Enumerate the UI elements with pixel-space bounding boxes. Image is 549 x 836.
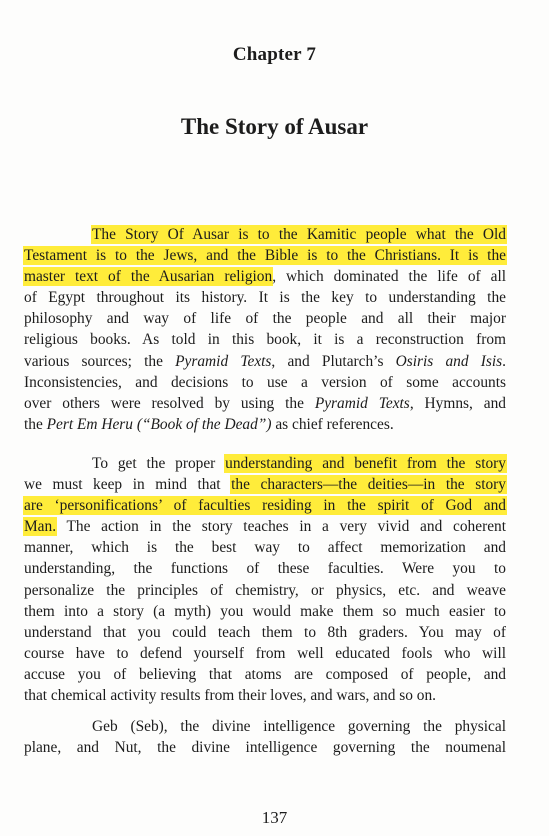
text-span: as chief references. xyxy=(271,415,394,433)
paragraph-1-line-5: philosophy and way of life of the people and all their major xyxy=(24,310,506,328)
highlighted-text: are ‘personifications’ of faculties residing in the spirit of God and xyxy=(24,497,506,515)
paragraph-1-line-8: Inconsistencies, and decisions to use a version of some accounts xyxy=(24,373,506,391)
text-span: over others were resolved by using the xyxy=(24,394,315,412)
paragraph-3-line-1: Geb (Seb), the divine intelligence governing the physical xyxy=(92,718,506,735)
paragraph-2-line-5: manner, which is the best way to affect memorization and xyxy=(24,539,506,557)
paragraph-1-line-9 xyxy=(24,393,506,414)
italic-title-pyramid-texts: Pyramid Texts xyxy=(175,352,272,370)
paragraph-2-line-1 xyxy=(24,453,506,474)
paragraph-2-line-12: that chemical activity results from their loves, and wars, and so on. xyxy=(24,687,437,705)
highlighted-text: Testament is to the Jews, and the Bible is to the Christians. It is the xyxy=(24,247,506,265)
paragraph-2 xyxy=(24,453,506,706)
paragraph-3 xyxy=(24,716,506,758)
italic-title-pyramid-texts: Pyramid Texts xyxy=(314,394,410,412)
paragraph-1-line-1 xyxy=(24,224,506,245)
chapter-heading: Chapter 7 xyxy=(232,44,317,65)
highlighted-text: understanding and benefit from the story xyxy=(225,455,506,472)
text-span: . xyxy=(502,352,506,370)
paragraph-1-line-10 xyxy=(24,414,506,435)
italic-title-pert-em-heru: Pert Em Heru (“Book of the Dead”) xyxy=(46,415,272,433)
text-span: the xyxy=(24,415,47,433)
highlighted-text: The Story Of Ausar is to the Kamitic people what the Old xyxy=(92,226,506,243)
paragraph-2-line-2 xyxy=(24,474,506,495)
text-span: , Hymns, and xyxy=(409,394,506,412)
highlighted-text: the characters—the deities—in the story xyxy=(231,476,506,494)
paragraph-2-line-11: accuse you of believing that atoms are composed of people, and xyxy=(24,665,506,683)
paragraph-2-line-7: personalize the principles of chemistry, or physics, etc. and weave xyxy=(24,581,506,599)
paragraph-2-line-4 xyxy=(24,516,506,537)
text-span: , and Plutarch’s xyxy=(271,352,396,370)
text-span: , which dominated the life of all xyxy=(272,268,507,286)
text-span: To get the proper xyxy=(92,455,226,472)
paragraph-1-line-4: of Egypt throughout its history. It is the key to understanding the xyxy=(24,289,506,307)
chapter-title: The Story of Ausar xyxy=(180,114,369,139)
text-span: The action in the story teaches in a very vivid and coherent xyxy=(56,518,506,536)
paragraph-2-line-8: them into a story (a myth) you would make them so much easier to xyxy=(24,602,506,620)
paragraph-3-line-2: plane, and Nut, the divine intelligence governing the noumenal xyxy=(24,739,506,757)
highlighted-text: Man. xyxy=(24,518,57,536)
paragraph-1-line-7 xyxy=(24,351,506,372)
paragraph-2-line-10: course have to defend yourself from well educated fools who will xyxy=(24,644,506,662)
italic-title-osiris-and-isis: Osiris and Isis xyxy=(395,352,503,370)
paragraph-1-line-3 xyxy=(24,266,506,287)
page-number: 137 xyxy=(261,808,288,827)
paragraph-1-line-2 xyxy=(24,245,506,266)
paragraph-2-line-9: understand that you could teach them to 8th graders. You may of xyxy=(24,623,506,641)
paragraph-1 xyxy=(24,224,506,435)
paragraph-1-line-6: religious books. As told in this book, it is a reconstruction from xyxy=(24,331,506,349)
paragraph-2-line-3 xyxy=(24,495,506,516)
paragraph-2-line-6: understanding, the functions of these faculties. Were you to xyxy=(24,560,506,578)
text-span: we must keep in mind that xyxy=(24,476,232,494)
highlighted-text: master text of the Ausarian religion xyxy=(24,268,273,286)
text-span: various sources; the xyxy=(24,352,176,370)
